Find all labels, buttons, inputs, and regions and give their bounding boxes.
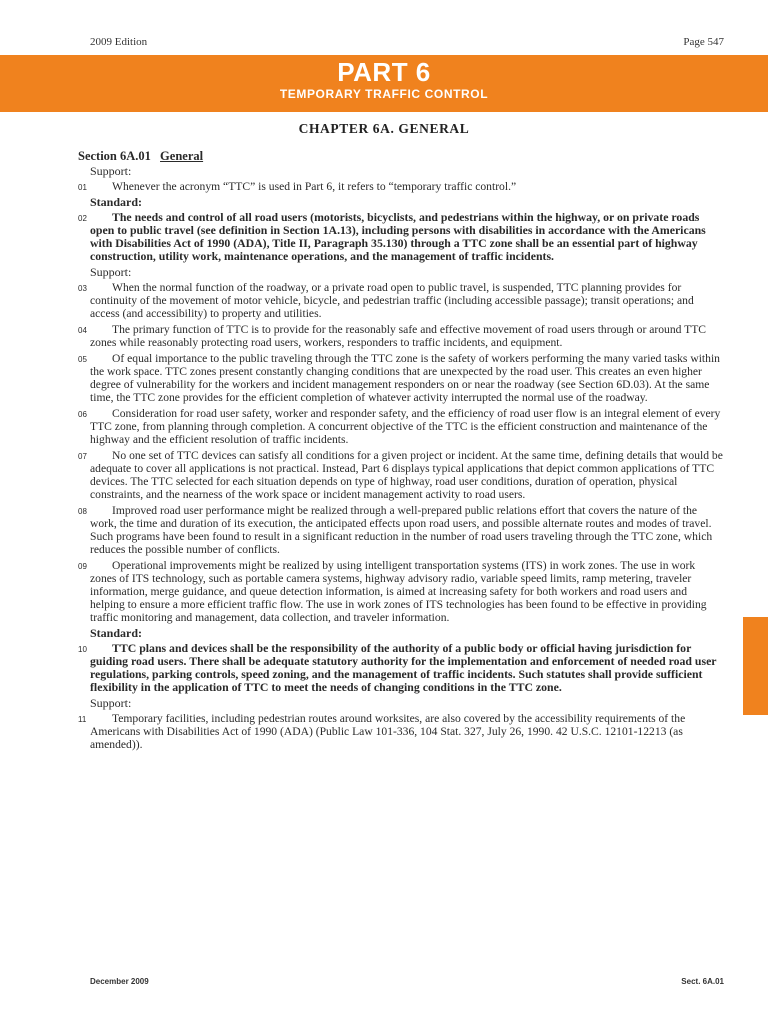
paragraph-text: No one set of TTC devices can satisfy all conditions for a given project or incident. At the same time, defining details that would be adequate to cover all applications is not practical. Instead, Part 6 displays typical applications that depict common applications of TTC devices. The TTC selected for each situation depends on type of highway, road user conditions, duration of operation, physical constraints, and the nearness of the work space or incident management activity to road users. [90,449,723,501]
section-heading [78,150,724,163]
paragraph-text: Improved road user performance might be realized through a well-prepared public relations effort that covers the nature of the work, the time and duration of its execution, the anticipated effects upon road users, and possible alternate routes and modes of travel. Such programs have been found to result in a significant reduction in the number of road users traveling through the TTC zone, which reduces the possible number of conflicts. [90,504,713,556]
part-title: PART 6 [337,57,431,87]
paragraph [78,449,724,501]
paragraph-text: Operational improvements might be realized by using intelligent transportation systems (ITS) in work zones. The use in work zones of ITS technology, such as portable camera systems, highway advisory radio, variable speed limits, ramp metering, traveler information, merge guidance, and queue detection information, is aimed at increasing safety for both workers and road users and helping to ensure a more efficient traffic flow. The use in work zones of ITS technologies has been found to be effective in providing traffic monitoring and management, data collection, and traveler information. [90,559,707,624]
paragraph [78,504,724,556]
document-body [78,149,724,754]
support-label: Support: [90,164,132,178]
standard-label: Standard: [90,626,143,640]
paragraph [78,210,724,263]
paragraph-number: 07 [78,452,87,461]
paragraph-text: Whenever the acronym “TTC” is used in Part 6, it refers to “temporary traffic control.” [112,180,517,193]
paragraph-text: Consideration for road user safety, worker and responder safety, and the efficiency of road user flow is an integral element of every TTC zone, from planning through completion. A concurrent objective of the TTC is the efficient construction and maintenance of the highway and the efficient resolution of traffic incidents. [90,407,721,446]
paragraph-number: 08 [78,507,87,516]
paragraph [78,641,724,694]
paragraph [78,323,724,349]
standard-label: Standard: [90,195,143,209]
part-banner [0,55,768,112]
paragraph-text: Of equal importance to the public traveling through the TTC zone is the safety of workers performing the many varied tasks within the work space. TTC zones present constantly changing conditions that are unexpected by the road user. This creates an even higher degree of vulnerability for the workers and incident management responders on or near the roadway (see Section 6D.03). At the same time, the TTC zone provides for the efficient completion of whatever activity interrupted the normal use of the roadway. [90,352,720,404]
paragraph-number: 04 [78,326,87,335]
paragraph-number: 11 [78,715,87,724]
paragraph [78,352,724,404]
paragraph-text: TTC plans and devices shall be the responsibility of the authority of a public body or official having jurisdiction for guiding road users. There shall be adequate statutory authority for the implementation and enforcement of needed road user regulations, parking controls, speed zoning, and the management of traffic incidents. Such statutes shall provide sufficient flexibility in the application of TTC to meet the needs of changing conditions in the TTC zone. [90,641,717,694]
paragraph-number: 09 [78,562,87,571]
section-number: Section 6A.01 [78,149,151,163]
section-title: General [160,149,204,163]
paragraph [78,407,724,446]
edition-label: 2009 Edition [90,36,148,48]
paragraph-number: 10 [78,645,87,654]
paragraph [78,712,724,751]
paragraph [78,281,724,320]
support-label: Support: [90,265,132,279]
support-label: Support: [90,696,132,710]
paragraph-number: 03 [78,284,87,293]
part-subtitle: TEMPORARY TRAFFIC CONTROL [279,87,489,101]
paragraph-text: The needs and control of all road users (motorists, bicyclists, and pedestrians within the highway, or on private roads open to public travel (see definition in Section 1A.13), including persons with disabilities in accordance with the Americans with Disabilities Act of 1990 (ADA), Title II, Paragraph 35.130) through a TTC zone shall be an essential part of highway construction, utility work, maintenance operations, and the management of traffic incidents. [90,210,706,263]
paragraph [78,180,724,193]
footer-date: December 2009 [90,977,149,986]
section-tab-marker [743,617,768,715]
paragraph-text: The primary function of TTC is to provide for the reasonably safe and effective movement of road users through or around TTC zones while reasonably protecting road users, workers, responders to traffic incidents, and equipment. [90,323,707,349]
footer-section: Sect. 6A.01 [681,977,724,986]
chapter-title: CHAPTER 6A. GENERAL [298,121,470,136]
page-number: Page 547 [683,36,724,48]
paragraph-text: When the normal function of the roadway, or a private road open to public travel, is suspended, TTC planning provides for continuity of the movement of motor vehicle, bicycle, and pedestrian traffic (including accessible passage); transit operations; and access (and accessibility) to property and utilities. [90,281,694,320]
paragraph-text: Temporary facilities, including pedestrian routes around worksites, are also covered by the accessibility requirements of the Americans with Disabilities Act of 1990 (ADA) (Public Law 101-336, 104 Stat. 327, July 26, 1990. 42 U.S.C. 12101-12213 (as amended)). [90,712,686,751]
paragraph [78,559,724,624]
paragraph-number: 02 [78,214,87,223]
paragraph-number: 06 [78,410,87,419]
paragraph-number: 01 [78,183,87,192]
paragraph-number: 05 [78,355,87,364]
